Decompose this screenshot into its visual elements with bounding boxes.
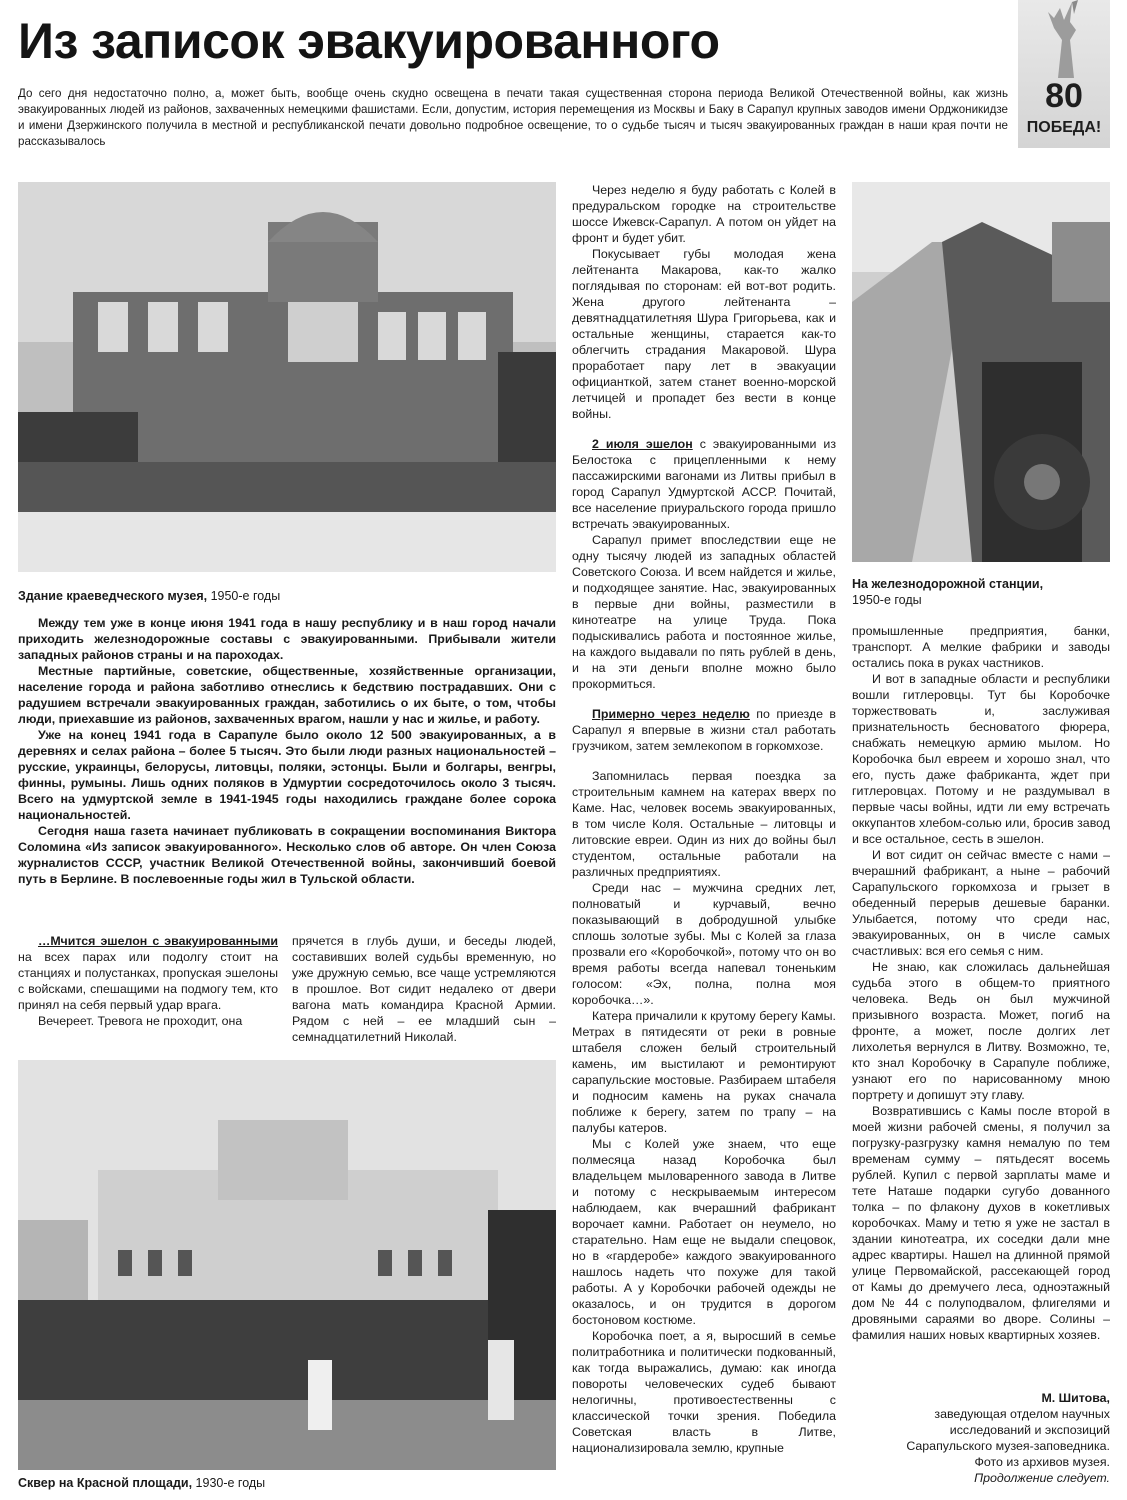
paragraph: прячется в глубь души, и беседы людей, составивших волей судьбы временную, но уже дружную семью, все чаще устремляются в прошлое. Вот сидит недалеко от двери вагона мать командира Красной Армии. Рядом с ней – ее младший сын – семнадцатилетний Николай.	[292, 934, 556, 1044]
text-column-3	[572, 182, 836, 1456]
runin-heading: …Мчится эшелон с эвакуированными	[38, 934, 278, 948]
runin-heading: 2 июля эшелон	[592, 437, 693, 451]
signature-line: Фото из архивов музея.	[974, 1455, 1110, 1469]
paragraph: Не знаю, как сложилась дальнейшая судьба этого в общем-то приятного человека. Ведь он был мужчиной призывного возраста. Может, погиб на фронте, а может, после долгих лет лихолетья вернулся в Литву. Возможно, те, кто знал Коробочку в Сарапуле поближе, узнают его по нарисованному мною портрету и допишут эту главу.	[852, 960, 1110, 1102]
signature-line: Сарапульского музея-заповедника.	[906, 1439, 1110, 1453]
intro-paragraph: Местные партийные, советские, общественные, хозяйственные организации, население города и района заботливо отнеслись к бедствию пострадавших. Они с радушием встречали эвакуированных граждан, заботились о их быте, о том, чтобы люди, приехавшие из районов, захваченных врагом, нашли у нас и жилье, и работу.	[18, 664, 556, 726]
article-title: Из записок эвакуированного	[18, 13, 720, 69]
paragraph: Возвратившись с Камы после второй в моей жизни рабочей смены, я получил за погрузку-разгрузку камня немалую по тем временам сумму – пятьдесят восемь рублей. Купил с первой зарплаты маме и тете Наташе подарки сугубо дованного толка – по флакону духов в кокетливых коробочках. Маму и тетю я уже не застал в здании кинотеатра, их соседки дали мне адрес квартиры. Нашел на длинной прямой улице Первомайской, рассекающей город от Камы до дремучего леса, одноэтажный дом № 44 с полуподвалом, флигелями и дровяными сараями во дворе. Солины – фамилия наших новых квартирных хозяев.	[852, 1104, 1110, 1342]
article-lead: До сего дня недостаточно полно, а, может быть, вообще очень скудно освещена в печати такая существенная сторона периода Великой Отечественной войны, как жизнь эвакуированных людей из районов, захваченных немецкими фашистами. Если, допустим, история перемещения из Москвы и Баку в Сарапул крупных заводов имени Орджоникидзе и имени Дзержинского получила в местной и республиканской печати довольно подробное освещение, то о судьбе тысяч и тысяч эвакуированных граждан в наши края почти не рассказывалось	[18, 87, 1008, 148]
continued-note: Продолжение следует.	[974, 1471, 1110, 1485]
intro-paragraph: Между тем уже в конце июня 1941 года в нашу республику и в наш город начали приходить железнодорожные составы с эвакуированными. Прибывали жители западных районов страны и на пароходах.	[18, 616, 556, 662]
caption-bold: Сквер на Красной площади,	[18, 1476, 193, 1490]
signature-line: исследований и экспозиций	[949, 1423, 1110, 1437]
text-column-2	[292, 933, 556, 1045]
intro-paragraph: Уже на конец 1941 года в Сарапуле было около 12 500 эвакуированных, а в деревнях и селах района – более 5 тысяч. Это были люди разных национальностей – русские, украинцы, белорусы, литовцы, поляки, эстонцы. Были и болгары, венгры, финны, румыны. Лишь одних поляков в Удмуртии сосредоточилось около 3 тысяч. Всего на удмуртской земле в 1941-1945 годы находились граждане более сорока национальностей.	[18, 728, 556, 822]
paragraph	[572, 706, 836, 754]
paragraph: Коробочка поет, а я, выросший в семье политработника и политически подкованный, как тогда выражались, думаю: как иногда повороты человеческих судеб бывают нелогичны, противоестественны с классической точки зрения. Победила Советская власть в Литве, национализировала землю, крупные	[572, 1329, 836, 1455]
station-photo-caption	[852, 576, 1110, 608]
paragraph: Вечереет. Тревога не проходит, она	[38, 1014, 243, 1028]
caption-bold: Здание краеведческого музея,	[18, 589, 208, 603]
paragraph: Среди нас – мужчина средних лет, полноватый и курчавый, вечно показывающий в добродушной улыбке сплошь золотые зубы. Мы с Колей за глаза прозвали его «Коробочкой», потому что он во время работы всегда напевал тоненьким голосом: «Эх, полна, полна моя коробочка…».	[572, 881, 836, 1007]
paragraph: Катера причалили к крутому берегу Камы. Метрах в пятидесяти от реки в ровные штабеля сложен белый строительный камень, им выстилают и ремонтируют сарапульские мостовые. Разбираем штабеля и подносим камень на руках сначала поближе к берегу, затем по трапу – на палубы катеров.	[572, 1009, 836, 1135]
paragraph: Через неделю я буду работать с Колей в предуральском городке на строительстве шоссе Ижевск-Сарапул. А потом он уйдет на фронт и будет убит.	[572, 183, 836, 245]
paragraph	[572, 436, 836, 532]
paragraph: промышленные предприятия, банки, транспорт. А мелкие фабрики и заводы остались пока в руках частников.	[852, 624, 1110, 670]
signature-line: заведующая отделом научных	[934, 1407, 1110, 1421]
intro-bold-block	[18, 615, 556, 887]
paragraph-text: с эвакуированными из Белостока с прицепленными к нему пассажирскими вагонами из Литвы прибыл в город Сарапул Удмуртской АССР. Почитай, все население приуральского города пришло встречать эвакуированных.	[572, 437, 837, 531]
paragraph	[18, 933, 278, 1013]
paragraph: Запомнилась первая поездка за строительным камнем на катерах вверх по Каме. Нас, человек восемь эвакуированных, в том числе Коля. Остальные – литовцы и литовские евреи. Один из них до войны был студентом, остальные работали на различных предприятиях.	[572, 769, 836, 879]
paragraph: Мы с Колей уже знаем, что еще полмесяца назад Коробочка был владельцем мыловаренного завода в Литве и потому с нескрываемым интересом наблюдаем, как вчерашний фабрикант ворочает камни. Работает он неумело, но старательно. Нам еще не выдали спецовок, но в «гардеробе» каждого эвакуированного нашлось надеть что похуже для такой работы. А у Коробочки рабочей одежды не оказалось, и он трудится в дорогом бостоновом костюме.	[572, 1137, 836, 1327]
victory-80-badge	[1018, 0, 1110, 148]
paragraph: Сарапул примет впоследствии еще не одну тысячу людей из западных областей Советского Союза. И всем найдется и жилье, и подходящее занятие. Нас, эвакуированных в первые дни войны, разместили в кинотеатре на улице Труда. Пока подыскивались работа и постоянное жилье, на каждого выдавали по пять рублей в день, и на эти деньги вполне можно было прокормиться.	[572, 533, 836, 691]
paragraph: И вот сидит он сейчас вместе с нами – вчерашний фабрикант, а ныне – рабочий Сарапульского горкомхоза и грызет в обеденный перерыв дешевые баранки. Улыбается, потому что среди нас, эвакуированных, он в числе самых счастливых: вся его семья с ним.	[852, 848, 1110, 958]
museum-photo-caption	[18, 588, 556, 604]
red-square-park-photo	[18, 1060, 556, 1470]
paragraph: Покусывает губы молодая жена лейтенанта Макарова, как-то жалко поглядывая по сторонам: ей вот-вот родить. Жена другого лейтенанта – девятнадцатилетняя Шура Григорьева, как и остальные женщины, старается как-то облегчить страдания Макаровой. Шура проработает пару лет в эвакуации официанткой, затем станет военно-морской летчицей и пропадет без вести в конце войны.	[572, 247, 836, 421]
paragraph-text: по приезде в Сарапул я впервые в жизни стал работать грузчиком, затем землекопом в горкомхозе.	[572, 707, 836, 753]
text-column-1	[18, 933, 278, 1029]
paragraph-text: на всех парах или подолгу стоит на станциях и полустанках, пропуская эшелоны с войсками, спешащими на подмогу тем, кто принял на себя первый удар врага.	[18, 950, 278, 1012]
paragraph: И вот в западные области и республики вошли гитлеровцы. Тут бы Коробочке торжествовать и, заслуживая признательность бесноватого фюрера, снабжать немецкую армию мылом. Но Коробочка был евреем и хорошо знал, что его, пусть даже фабриканта, ждет при гитлеровцах. Потому и не раздумывал в первые часы войны, идти ли ему встречать оккупантов хлебом-солью или, бросив завод и все остальное, сесть в эшелон.	[852, 672, 1110, 846]
author-signature	[852, 1390, 1110, 1486]
caption-rest: 1930-е годы	[192, 1476, 266, 1490]
square-photo-caption	[18, 1475, 556, 1491]
caption-bold: На железнодорожной станции,	[852, 577, 1044, 591]
victory-monument-icon	[1018, 0, 1110, 80]
museum-building-photo	[18, 182, 556, 572]
railway-station-photo	[852, 182, 1110, 562]
caption-rest: 1950-е годы	[207, 589, 281, 603]
text-column-4	[852, 623, 1110, 1343]
caption-rest: 1950-е годы	[852, 593, 922, 607]
badge-number: 80	[1045, 77, 1083, 115]
runin-heading: Примерно через неделю	[592, 707, 750, 721]
signature-name: М. Шитова,	[1041, 1391, 1110, 1405]
intro-paragraph: Сегодня наша газета начинает публиковать в сокращении воспоминания Виктора Соломина «Из записок эвакуированного». Несколько слов об авторе. Он член Союза журналистов СССР, участник Великой Отечественной войны, закончивший боевой путь в Берлине. В послевоенные годы жил в Тульской области.	[18, 824, 556, 886]
badge-word: ПОБЕДА!	[1026, 119, 1102, 136]
